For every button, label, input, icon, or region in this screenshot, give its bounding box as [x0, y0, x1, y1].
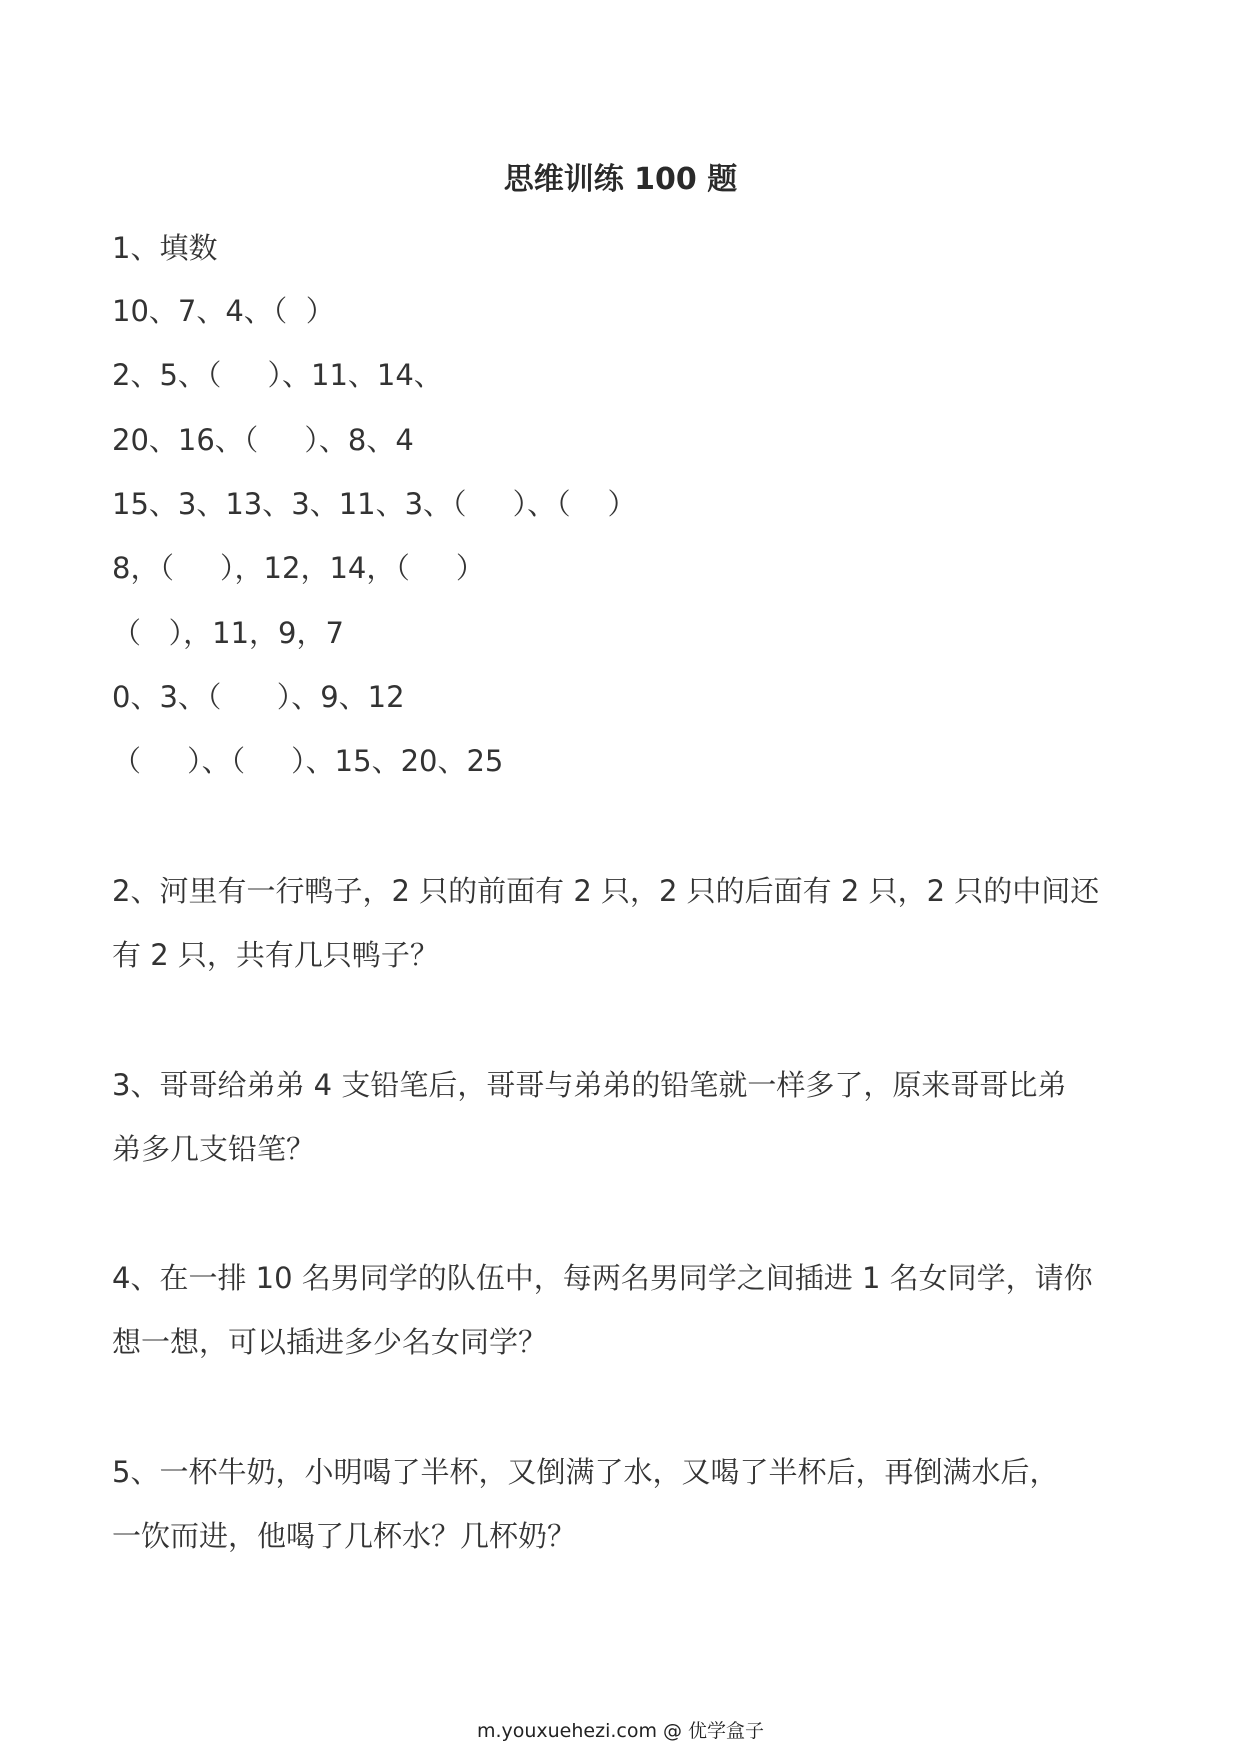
question-2-line-2: 有 2 只，共有几只鸭子？ [112, 938, 439, 972]
question-4-line-1: 4、在一排 10 名男同学的队伍中，每两名男同学之间插进 1 名女同学，请你 [112, 1261, 1093, 1295]
question-1-label: 1、填数 [112, 231, 218, 265]
footer-watermark: m.youxuehezi.com @ 优学盒子 [476, 1720, 765, 1742]
sequence-3: 20、16、（ ）、8、4 [112, 423, 414, 457]
question-5-line-1: 5、一杯牛奶，小明喝了半杯，又倒满了水，又喝了半杯后，再倒满水后， [112, 1455, 1059, 1489]
sequence-6: （ ），11，9，7 [112, 616, 344, 650]
question-3-line-2: 弟多几支铅笔？ [112, 1132, 316, 1166]
sequence-2: 2、5、（ ）、11、14、 [112, 358, 443, 392]
sequence-8: （ ）、（ ）、15、20、25 [112, 744, 504, 778]
question-3-line-1: 3、哥哥给弟弟 4 支铅笔后，哥哥与弟弟的铅笔就一样多了，原来哥哥比弟 [112, 1068, 1067, 1102]
sequence-7: 0、3、（ ）、9、12 [112, 680, 405, 714]
sequence-4: 15、3、13、3、11、3、（ ）、（ ） [112, 487, 637, 521]
question-2-line-1: 2、河里有一行鸭子，2 只的前面有 2 只，2 只的后面有 2 只，2 只的中间还 [112, 874, 1100, 908]
question-4-line-2: 想一想，可以插进多少名女同学？ [112, 1325, 548, 1359]
sequence-5: 8，（ ），12，14，（ ） [112, 551, 485, 585]
sequence-1: 10、7、4、（ ） [112, 294, 335, 328]
page-title: 思维训练 100 题 [503, 162, 738, 197]
question-5-line-2: 一饮而进，他喝了几杯水？几杯奶？ [112, 1519, 577, 1553]
